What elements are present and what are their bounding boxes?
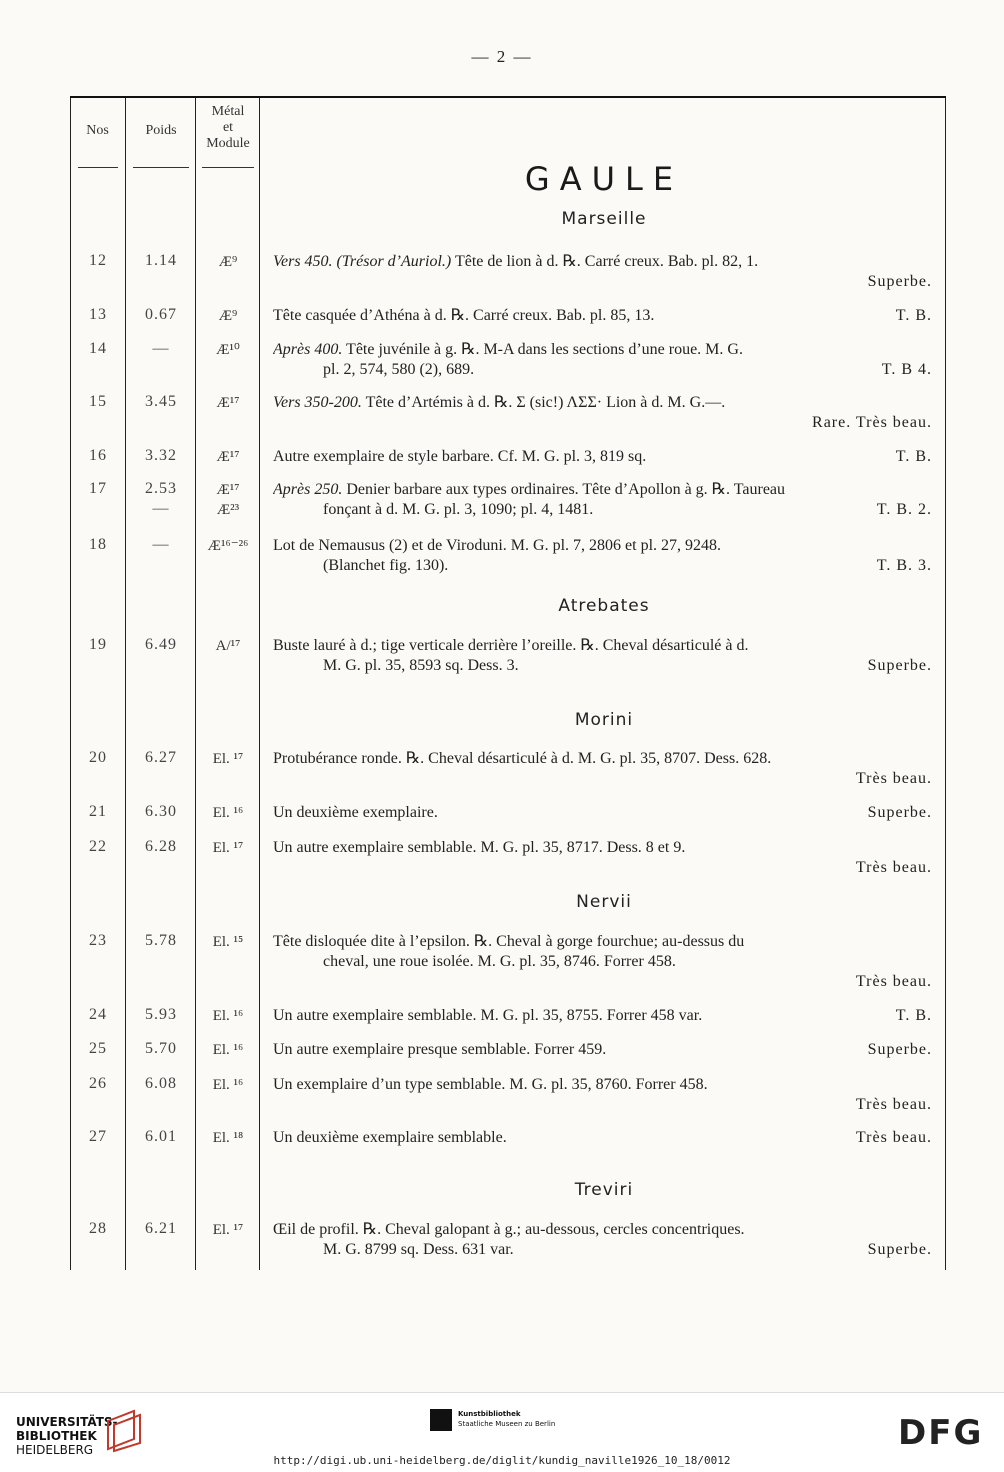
row-weight: 6.49 xyxy=(145,636,177,653)
university-library-logo-text xyxy=(16,1415,118,1457)
row-number: 28 xyxy=(89,1220,107,1237)
header-underline xyxy=(78,167,118,168)
description-line xyxy=(273,480,932,500)
grade-label: Superbe. xyxy=(867,657,932,674)
description-line xyxy=(273,1128,932,1148)
description-text: Denier barbare aux types ordinaires. Tête d’Apollon à g. ℞. Taureau xyxy=(342,481,786,498)
row-weight: 6.21 xyxy=(145,1220,177,1237)
section-heading-marseille: Marseille xyxy=(561,209,647,229)
row-metal: El. ¹⁶ xyxy=(212,1077,244,1093)
description-line xyxy=(273,1075,932,1095)
row-description xyxy=(273,1040,932,1060)
description-line xyxy=(273,952,932,972)
top-rule xyxy=(70,96,946,98)
description-text: pl. 2, 574, 580 (2), 689. xyxy=(323,361,475,378)
description-line xyxy=(273,656,932,676)
row-weight: 3.45 xyxy=(145,393,177,410)
row-metal: El. ¹⁵ xyxy=(212,934,244,950)
description-line xyxy=(273,360,932,380)
description-line xyxy=(273,252,932,272)
logo-line: Kunstbibliothek xyxy=(458,1410,521,1418)
row-metal: El. ¹⁶ xyxy=(212,805,244,821)
grade-label: Très beau. xyxy=(855,859,932,876)
row-number: 26 xyxy=(89,1075,107,1092)
row-weight: 6.30 xyxy=(145,803,177,820)
grade-label: Très beau. xyxy=(855,973,932,990)
description-line xyxy=(273,1240,932,1260)
row-description xyxy=(273,636,932,676)
header-metal-line3: Module xyxy=(206,136,250,151)
description-line xyxy=(273,636,932,656)
row-weight: 6.01 xyxy=(145,1128,177,1145)
row-description xyxy=(273,1006,932,1026)
description-line xyxy=(273,803,932,823)
description-text: cheval, une roue isolée. M. G. pl. 35, 8746. Forrer 458. xyxy=(323,953,676,970)
page-title: GAULE xyxy=(524,160,684,198)
row-description xyxy=(273,932,932,992)
description-text: Tête juvénile à g. ℞. M-A dans les sections d’une roue. M. G. xyxy=(342,341,743,358)
header-underline xyxy=(133,167,189,168)
description-line xyxy=(273,306,932,326)
description-line xyxy=(273,447,932,467)
row-metal: A/¹⁷ xyxy=(215,638,241,654)
description-text: Un autre exemplaire semblable. M. G. pl. 35, 8717. Dess. 8 et 9. xyxy=(273,839,686,856)
row-number: 20 xyxy=(89,749,107,766)
row-number: 14 xyxy=(89,340,107,357)
description-line xyxy=(273,500,932,520)
description-text: Protubérance ronde. ℞. Cheval désarticulé à d. M. G. pl. 35, 8707. Dess. 628. xyxy=(273,750,772,767)
description-text: Œil de profil. ℞. Cheval galopant à g.; au-dessous, cercles concentriques. xyxy=(273,1221,745,1238)
section-heading-atrebates: Atrebates xyxy=(558,596,650,616)
description-line xyxy=(273,1220,932,1240)
grade-label: Superbe. xyxy=(867,804,932,821)
row-number: 18 xyxy=(89,536,107,553)
row-number: 27 xyxy=(89,1128,107,1145)
description-text: Tête casquée d’Athéna à d. ℞. Carré creux. Bab. pl. 85, 13. xyxy=(273,307,655,324)
description-text: Un autre exemplaire presque semblable. Forrer 459. xyxy=(273,1041,607,1058)
row-weight: 6.08 xyxy=(145,1075,177,1092)
description-date: Après 250. xyxy=(273,481,343,498)
row-weight: 5.78 xyxy=(145,932,177,949)
description-line xyxy=(273,1006,932,1026)
grade-label: T. B. 2. xyxy=(876,501,932,518)
row-metal: El. ¹⁶ xyxy=(212,1042,244,1058)
page-number: — 2 — xyxy=(471,47,533,66)
description-line xyxy=(273,1040,932,1060)
row-metal: Æ²³ xyxy=(216,502,240,518)
header-metal-line2: et xyxy=(222,120,234,135)
header-nos: Nos xyxy=(86,123,109,138)
logo-line: UNIVERSITÄTS- xyxy=(16,1415,118,1429)
section-heading-morini: Morini xyxy=(574,710,634,730)
grade-label: T. B 4. xyxy=(881,361,932,378)
description-date: Vers 350-200. xyxy=(273,394,362,411)
row-weight: 6.27 xyxy=(145,749,177,766)
description-line xyxy=(273,393,932,413)
section-heading-treviri: Treviri xyxy=(574,1180,634,1200)
header-underline xyxy=(202,167,254,168)
row-weight: — xyxy=(152,500,170,517)
row-metal: Æ¹⁷ xyxy=(216,395,240,411)
university-library-logo-icon xyxy=(104,1409,142,1453)
description-line xyxy=(273,932,932,952)
row-number: 24 xyxy=(89,1006,107,1023)
description-line xyxy=(273,838,932,858)
grade-label: T. B. xyxy=(895,307,932,324)
row-number: 22 xyxy=(89,838,107,855)
source-url[interactable]: http://digi.ub.uni-heidelberg.de/diglit/kundig_naville1926_10_18/0012 xyxy=(273,1454,731,1467)
row-metal: El. ¹⁷ xyxy=(212,1222,244,1238)
description-line xyxy=(273,340,932,360)
row-number: 17 xyxy=(89,480,107,497)
description-text: Lot de Nemausus (2) et de Viroduni. M. G. pl. 7, 2806 et pl. 27, 9248. xyxy=(273,537,722,554)
row-description xyxy=(273,1220,932,1260)
row-weight: 2.53 xyxy=(145,480,177,497)
row-description xyxy=(273,306,932,326)
grade-label: Très beau. xyxy=(855,1129,932,1146)
description-text: fonçant à d. M. G. pl. 3, 1090; pl. 4, 1481. xyxy=(323,501,594,518)
row-number: 15 xyxy=(89,393,107,410)
description-text: M. G. 8799 sq. Dess. 631 var. xyxy=(323,1241,514,1258)
row-number: 23 xyxy=(89,932,107,949)
digitization-footer xyxy=(0,1392,1004,1472)
row-number: 25 xyxy=(89,1040,107,1057)
row-metal: El. ¹⁶ xyxy=(212,1008,244,1024)
grade-label: Superbe. xyxy=(867,1041,932,1058)
row-weight: 5.93 xyxy=(145,1006,177,1023)
description-text: Tête d’Artémis à d. ℞. Σ (sic!) ΛΣΣ· Lion à d. M. G.—. xyxy=(361,394,726,411)
row-weight: 0.67 xyxy=(145,306,177,323)
description-line xyxy=(273,749,932,769)
column-rule-right xyxy=(945,98,946,1270)
row-number: 12 xyxy=(89,252,107,269)
row-weight: — xyxy=(152,340,170,357)
row-weight: 3.32 xyxy=(145,447,177,464)
row-description xyxy=(273,393,932,433)
column-rule-nos xyxy=(125,98,126,1270)
kunstbibliothek-logo-text xyxy=(458,1409,555,1429)
row-metal: El. ¹⁷ xyxy=(212,751,244,767)
header-poids: Poids xyxy=(145,123,177,138)
row-metal: El. ¹⁸ xyxy=(212,1130,244,1146)
row-number: 16 xyxy=(89,447,107,464)
description-text: Tête disloquée dite à l’epsilon. ℞. Cheval à gorge fourchue; au-dessus du xyxy=(273,933,745,950)
row-description xyxy=(273,447,932,467)
row-description xyxy=(273,1128,932,1148)
logo-line: Staatliche Museen zu Berlin xyxy=(458,1420,556,1428)
row-description xyxy=(273,749,932,789)
description-date: Vers 450. (Trésor d’Auriol.) xyxy=(273,253,452,270)
dfg-logo: DFG xyxy=(898,1413,984,1453)
description-line xyxy=(273,556,932,576)
row-metal: El. ¹⁷ xyxy=(212,840,244,856)
grade-label: T. B. xyxy=(895,1007,932,1024)
row-description xyxy=(273,480,932,520)
description-date: Après 400. xyxy=(273,341,343,358)
header-metal-line1: Métal xyxy=(211,104,245,119)
description-text: Un deuxième exemplaire semblable. xyxy=(273,1129,507,1146)
row-metal: Æ⁹ xyxy=(218,308,238,324)
grade-label: Superbe. xyxy=(867,273,932,290)
row-metal: Æ¹⁰ xyxy=(216,342,240,358)
description-text: Un autre exemplaire semblable. M. G. pl. 35, 8755. Forrer 458 var. xyxy=(273,1007,703,1024)
row-metal: Æ⁹ xyxy=(218,254,238,270)
grade-label: T. B. xyxy=(895,448,932,465)
row-description xyxy=(273,252,932,292)
description-text: Autre exemplaire de style barbare. Cf. M. G. pl. 3, 819 sq. xyxy=(273,448,647,465)
section-heading-nervii: Nervii xyxy=(576,892,632,912)
row-number: 13 xyxy=(89,306,107,323)
description-text: Un exemplaire d’un type semblable. M. G. pl. 35, 8760. Forrer 458. xyxy=(273,1076,708,1093)
logo-line: HEIDELBERG xyxy=(16,1443,94,1457)
row-weight: — xyxy=(152,536,170,553)
description-text: Un deuxième exemplaire. xyxy=(273,804,438,821)
grade-label: Rare. Très beau. xyxy=(812,414,932,431)
kunstbibliothek-logo-icon xyxy=(430,1409,452,1431)
description-line xyxy=(273,536,932,556)
column-rule-left xyxy=(70,98,71,1270)
logo-line: BIBLIOTHEK xyxy=(16,1429,97,1443)
row-weight: 5.70 xyxy=(145,1040,177,1057)
grade-label: Superbe. xyxy=(867,1241,932,1258)
description-text: (Blanchet fig. 130). xyxy=(323,557,449,574)
row-description xyxy=(273,340,932,380)
grade-label: Très beau. xyxy=(855,1096,932,1113)
header-metal xyxy=(196,104,260,152)
row-description xyxy=(273,838,932,878)
row-weight: 1.14 xyxy=(145,252,177,269)
row-metal: Æ¹⁷ xyxy=(216,449,240,465)
description-text: Buste lauré à d.; tige verticale derrière l’oreille. ℞. Cheval désarticulé à d. xyxy=(273,637,749,654)
row-weight: 6.28 xyxy=(145,838,177,855)
row-number: 21 xyxy=(89,803,107,820)
row-number: 19 xyxy=(89,636,107,653)
row-description xyxy=(273,803,932,823)
grade-label: T. B. 3. xyxy=(876,557,932,574)
description-text: M. G. pl. 35, 8593 sq. Dess. 3. xyxy=(323,657,519,674)
row-description xyxy=(273,536,932,576)
description-text: Tête de lion à d. ℞. Carré creux. Bab. pl. 82, 1. xyxy=(451,253,759,270)
row-metal: Æ¹⁶⁻²⁶ xyxy=(207,538,249,554)
grade-label: Très beau. xyxy=(855,770,932,787)
row-description xyxy=(273,1075,932,1115)
row-metal: Æ¹⁷ xyxy=(216,482,240,498)
